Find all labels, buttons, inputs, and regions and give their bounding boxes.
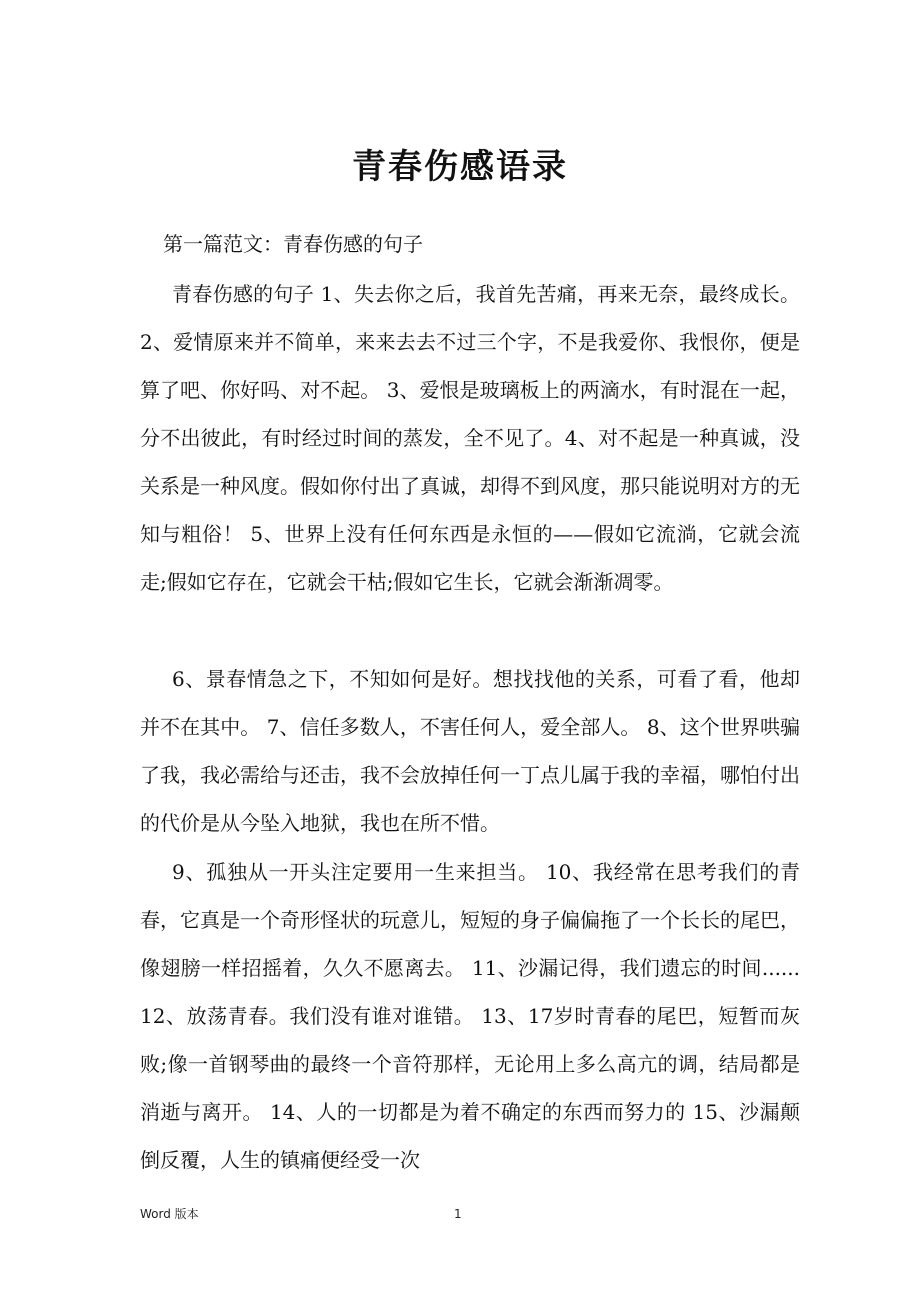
footer-label: Word 版本 — [140, 1207, 199, 1221]
section-subtitle: 第一篇范文：青春伤感的句子 — [163, 232, 423, 256]
page-title: 青春伤感语录 — [352, 147, 568, 187]
paragraph-3: 9、孤独从一开头注定要用一生来担当。 10、我经常在思考我们的青春，它真是一个奇形怪状的玩意儿，短短的身子偏偏拖了一个长长的尾巴，像翅膀一样招摇着，久久不愿离去。 11、沙漏记得，我们遗忘的时间...... 12、放荡青春。我们没有谁对谁错。 13、17岁时青春的尾巴，短暂而灰败;像一首钢琴曲的最终一个音符那样，无论用上多么高亢的调，结局都是消逝与离开。 14、人的一切都是为着不确定的东西而努力的 15、沙漏颠倒反覆，人生的镇痛便经受一次 — [140, 860, 800, 1172]
footer-page-number: 1 — [454, 1207, 462, 1221]
paragraph-1: 青春伤感的句子 1、失去你之后，我首先苦痛，再来无奈，最终成长。 2、爱情原来并不简单，来来去去不过三个字，不是我爱你、我恨你，便是算了吧、你好吗、对不起。 3、爱恨是玻璃板上的两滴水，有时混在一起，分不出彼此，有时经过时间的蒸发，全不见了。4、对不起是一种真诚，没关系是一种风度。假如你付出了真诚，却得不到风度，那只能说明对方的无知与粗俗！ 5、世界上没有任何东西是永恒的——假如它流淌，它就会流走;假如它存在，它就会干枯;假如它生长，它就会渐渐凋零。 — [140, 282, 800, 594]
paragraph-2: 6、景春情急之下，不知如何是好。想找找他的关系，可看了看，他却并不在其中。 7、信任多数人，不害任何人，爱全部人。 8、这个世界哄骗了我，我必需给与还击，我不会放掉任何一丁点儿属于我的幸福，哪怕付出的代价是从今坠入地狱，我也在所不惜。 — [140, 667, 800, 835]
